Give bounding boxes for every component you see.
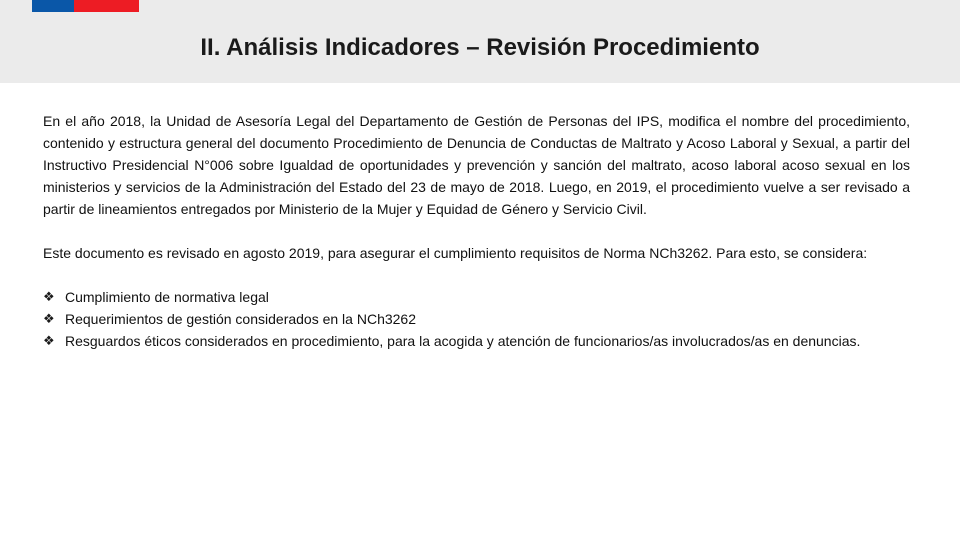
- header-bar: [0, 0, 960, 83]
- list-item-text: Cumplimiento de normativa legal: [65, 289, 269, 305]
- flag-stripe-blue: [32, 0, 74, 12]
- flag-stripe-red: [74, 0, 139, 12]
- considerations-list: [43, 286, 910, 352]
- list-item: [43, 308, 910, 330]
- paragraph-review: Este documento es revisado en agosto 2019, para asegurar el cumplimiento requisitos de Norma NCh3262. Para esto, se considera:: [43, 245, 868, 261]
- list-item: [43, 330, 910, 352]
- content-area: [43, 110, 910, 352]
- list-item-text: Resguardos éticos considerados en procedimiento, para la acogida y atención de funcionarios/as involucrados/as en denuncias.: [65, 333, 861, 349]
- diamond-bullet-icon: ❖: [43, 333, 55, 348]
- diamond-bullet-icon: ❖: [43, 311, 55, 326]
- page-title: II. Análisis Indicadores – Revisión Procedimiento: [200, 34, 760, 61]
- diamond-bullet-icon: ❖: [43, 289, 55, 304]
- list-item-text: Requerimientos de gestión considerados en la NCh3262: [65, 311, 416, 327]
- list-item: [43, 286, 910, 308]
- paragraph-history: En el año 2018, la Unidad de Asesoría Legal del Departamento de Gestión de Personas del IPS, modifica el nombre del procedimiento, contenido y estructura general del documento Procedimiento de Denuncia de Conductas de Maltrato y Acoso Laboral y Sexual, a partir del Instructivo Presidencial N°006 sobre Igualdad de oportunidades y prevención y sanción del maltrato, acoso laboral acoso sexual en los ministerios y servicios de la Administración del Estado del 23 de mayo de 2018. Luego, en 2019, el procedimiento vuelve a ser revisado a partir de lineamientos entregados por Ministerio de la Mujer y Equidad de Género y Servicio Civil.: [43, 113, 910, 217]
